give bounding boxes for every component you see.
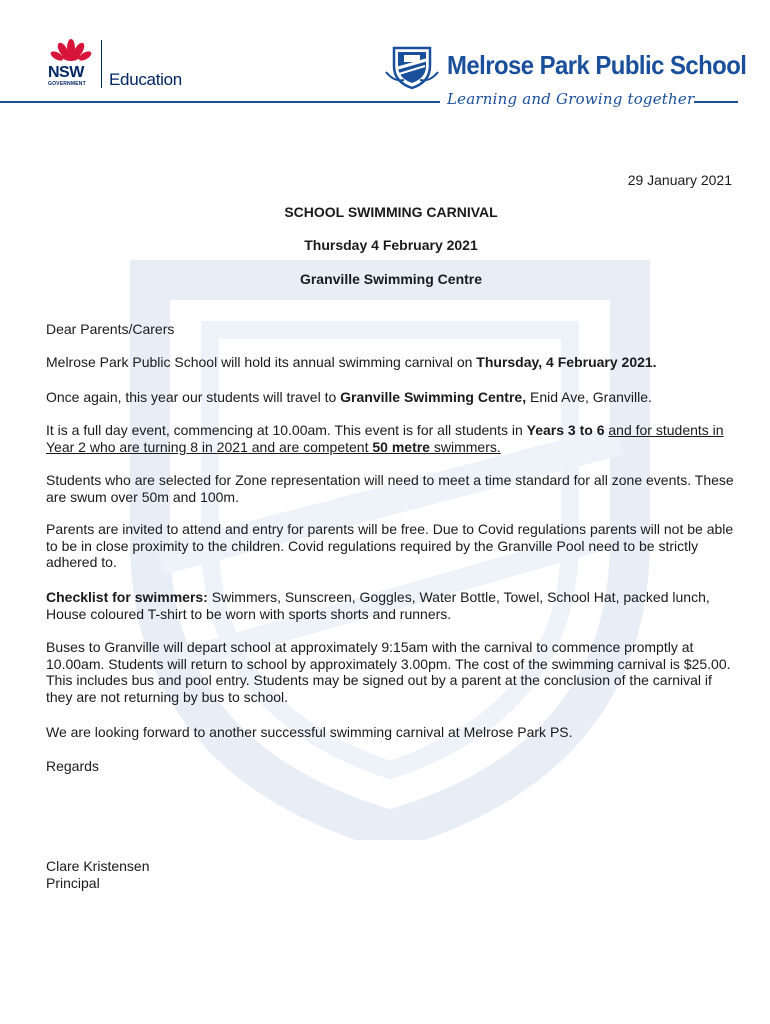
letter-title: SCHOOL SWIMMING CARNIVAL (284, 204, 498, 220)
bold-date: Thursday, 4 February 2021. (476, 354, 657, 370)
bold-distance: 50 metre (372, 438, 430, 455)
letter-date: 29 January 2021 (627, 172, 732, 188)
paragraph-closing-remark: We are looking forward to another successful swimming carnival at Melrose Park PS. (46, 724, 573, 740)
school-tagline: Learning and Growing together (447, 90, 695, 108)
paragraph-checklist (46, 589, 736, 622)
paragraph-venue (46, 389, 736, 406)
school-name: Melrose Park Public School (447, 50, 747, 80)
nsw-waratah-icon (44, 34, 214, 94)
venue-heading: Granville Swimming Centre (299, 271, 483, 287)
closing: Regards (46, 758, 99, 774)
event-date-heading: Thursday 4 February 2021 (304, 237, 478, 253)
text-span: Swimmers, Sunscreen, Goggles, Water Bottle, Towel, School Hat, packed lunch, House coloured T-shirt to be worn with sports shorts and runners. (46, 589, 710, 622)
paragraph-zone: Students who are selected for Zone representation will need to meet a time standard for all zone events. These are swum over 50m and 100m. (46, 472, 734, 505)
header-rule-right (694, 101, 738, 103)
paragraph-eligibility (46, 422, 736, 455)
salutation: Dear Parents/Carers (46, 321, 175, 337)
nsw-wordmark: NSW (48, 64, 84, 81)
text-span: Enid Ave, Granville. (526, 389, 652, 405)
text-span: Melrose Park Public School will hold its annual swimming carnival on (46, 354, 477, 370)
bold-checklist-label: Checklist for swimmers: (46, 589, 208, 605)
nsw-government-label: GOVERNMENT (48, 81, 86, 87)
text-span: Once again, this year our students will travel to (46, 389, 341, 405)
signer-name: Clare Kristensen (46, 858, 150, 874)
header-rule-left (0, 101, 440, 103)
text-span: swimmers. (429, 438, 501, 455)
paragraph-parents: Parents are invited to attend and entry for parents will be free. Due to Covid regulations parents will not be able to be in close proximity to the children. Covid regulations required by the Granville Pool need to be strictly adhered to. (46, 521, 734, 570)
text-span: and for students in Year 2 who are turning 8 in 2021 and are competent (46, 422, 724, 455)
paragraph-buses: Buses to Granville will depart school at approximately 9:15am with the carnival to commence promptly at 10.00am. Students will return to school by approximately 3.00pm. The cost of the swimming carnival is $25.00. This includes bus and pool entry. Students may be signed out by a parent at the conclusion of the carnival if they are not returning by bus to school. (46, 639, 731, 705)
text-span: It is a full day event, commencing at 10.00am. This event is for all students in (46, 422, 527, 438)
school-crest-icon (384, 42, 440, 90)
signer-title: Principal (46, 875, 100, 891)
bold-years: Years 3 to 6 (526, 422, 605, 438)
education-wordmark: Education (109, 70, 182, 89)
bold-venue: Granville Swimming Centre, (340, 389, 527, 405)
paragraph-carnival-date (46, 354, 736, 371)
